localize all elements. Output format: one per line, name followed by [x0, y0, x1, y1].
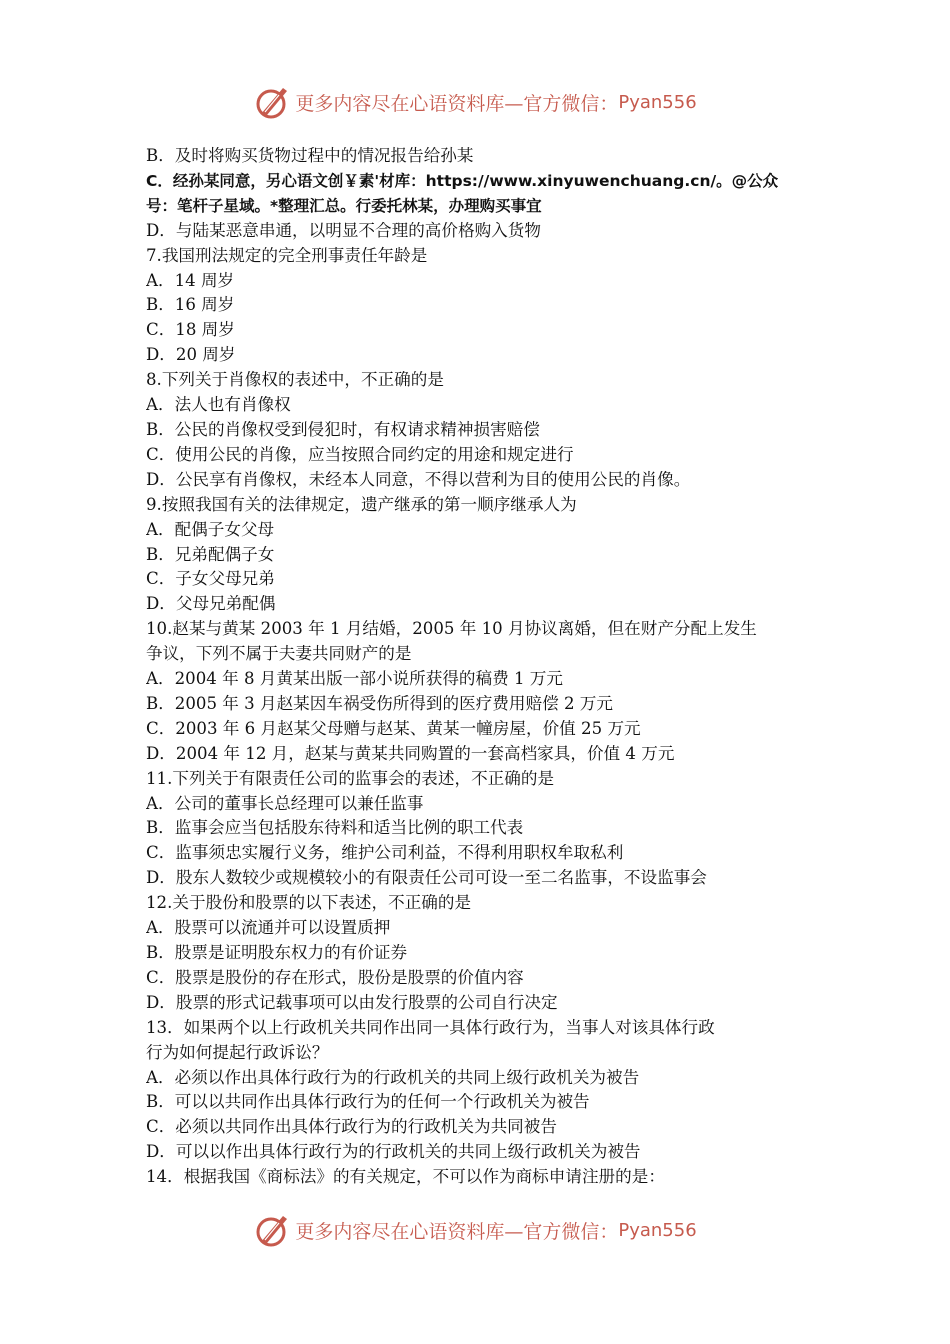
text-line: D．父母兄弟配偶: [146, 594, 276, 614]
text-line: C．2003 年 6 月赵某父母赠与赵某、黄某一幢房屋，价值 25 万元: [146, 718, 641, 738]
text-line: D．股东人数较少或规模较小的有限责任公司可设一至二名监事，不设监事会: [146, 868, 707, 888]
text-line: C．子女父母兄弟: [146, 569, 275, 589]
text-line: A．法人也有肖像权: [146, 395, 291, 415]
text-line: B．及时将购买货物过程中的情况报告给孙某: [146, 146, 474, 165]
document-body: [146, 144, 810, 1190]
text-line: A．必须以作出具体行政行为的行政机关的共同上级行政机关为被告: [146, 1067, 640, 1087]
text-line: D．公民享有肖像权，未经本人同意，不得以营利为目的使用公民的肖像。: [146, 469, 691, 489]
text-line: 10.赵某与黄某 2003 年 1 月结婚，2005 年 10 月协议离婚，但在财产分配上发生: [146, 619, 757, 639]
header-banner-text: 更多内容尽在心语资料库—官方微信：: [295, 92, 619, 115]
text-line: B．16 周岁: [146, 295, 235, 315]
text-line: A．公司的董事长总经理可以兼任监事: [146, 793, 424, 813]
text-line: B．2005 年 3 月赵某因车祸受伤所得到的医疗费用赔偿 2 万元: [146, 693, 613, 713]
text-line: C．使用公民的肖像，应当按照合同约定的用途和规定进行: [146, 444, 574, 464]
text-line: 11.下列关于有限责任公司的监事会的表述，不正确的是: [146, 768, 555, 788]
text-line: B．监事会应当包括股东待料和适当比例的职工代表: [146, 818, 524, 838]
text-line: B．公民的肖像权受到侵犯时，有权请求精神损害赔偿: [146, 419, 540, 439]
header-banner-wechat: Pyan556: [618, 91, 697, 113]
text-line: 14．根据我国《商标法》的有关规定，不可以作为商标申请注册的是：: [146, 1167, 665, 1187]
text-line: A．2004 年 8 月黄某出版一部小说所获得的稿费 1 万元: [146, 669, 563, 689]
text-line: C．经孙某同意，另心语文创￥素'材库：https://www.xinyuwenchuang.cn/。@公众: [146, 171, 779, 190]
text-line: A．配偶子女父母: [146, 519, 275, 539]
text-line: C．必须以共同作出具体行政行为的行政机关为共同被告: [146, 1117, 557, 1137]
text-line: D．股票的形式记载事项可以由发行股票的公司自行决定: [146, 992, 558, 1012]
text-line: C．股票是股份的存在形式，股份是股票的价值内容: [146, 967, 524, 987]
text-line: D．可以以作出具体行政行为的行政机关的共同上级行政机关为被告: [146, 1142, 641, 1162]
quill-logo-icon: [253, 1210, 293, 1250]
text-line: 7.我国刑法规定的完全刑事责任年龄是: [146, 245, 428, 265]
text-line: B．兄弟配偶子女: [146, 544, 275, 564]
text-line: D．20 周岁: [146, 345, 236, 365]
text-line: 12.关于股份和股票的以下表述，不正确的是: [146, 893, 472, 913]
quill-logo-icon: [253, 82, 293, 122]
footer-banner: [0, 1210, 950, 1250]
text-line: C．监事须忠实履行义务，维护公司利益，不得利用职权牟取私利: [146, 843, 624, 863]
text-line: A．股票可以流通并可以设置质押: [146, 918, 391, 938]
text-line: C．18 周岁: [146, 320, 235, 340]
text-line: 8.下列关于肖像权的表述中，不正确的是: [146, 370, 444, 390]
footer-banner-wechat: Pyan556: [618, 1219, 697, 1241]
text-line: 号：笔杆子星域。*整理汇总。行委托林某，办理购买事宜: [146, 196, 542, 215]
text-line: 行为如何提起行政诉讼？: [146, 1042, 329, 1062]
header-banner: [0, 82, 950, 122]
text-line: D．与陆某恶意串通，以明显不合理的高价格购入货物: [146, 220, 541, 240]
text-line: 争议，下列不属于夫妻共同财产的是: [146, 644, 412, 664]
text-line: 9.按照我国有关的法律规定，遗产继承的第一顺序继承人为: [146, 494, 577, 514]
text-line: 13．如果两个以上行政机关共同作出同一具体行政行为，当事人对该具体行政: [146, 1017, 715, 1037]
text-line: A．14 周岁: [146, 270, 235, 290]
footer-banner-text: 更多内容尽在心语资料库—官方微信：: [295, 1220, 619, 1243]
text-line: D．2004 年 12 月，赵某与黄某共同购置的一套高档家具，价值 4 万元: [146, 743, 675, 763]
text-line: B．可以以共同作出具体行政行为的任何一个行政机关为被告: [146, 1092, 590, 1112]
text-line: B．股票是证明股东权力的有价证券: [146, 943, 408, 962]
